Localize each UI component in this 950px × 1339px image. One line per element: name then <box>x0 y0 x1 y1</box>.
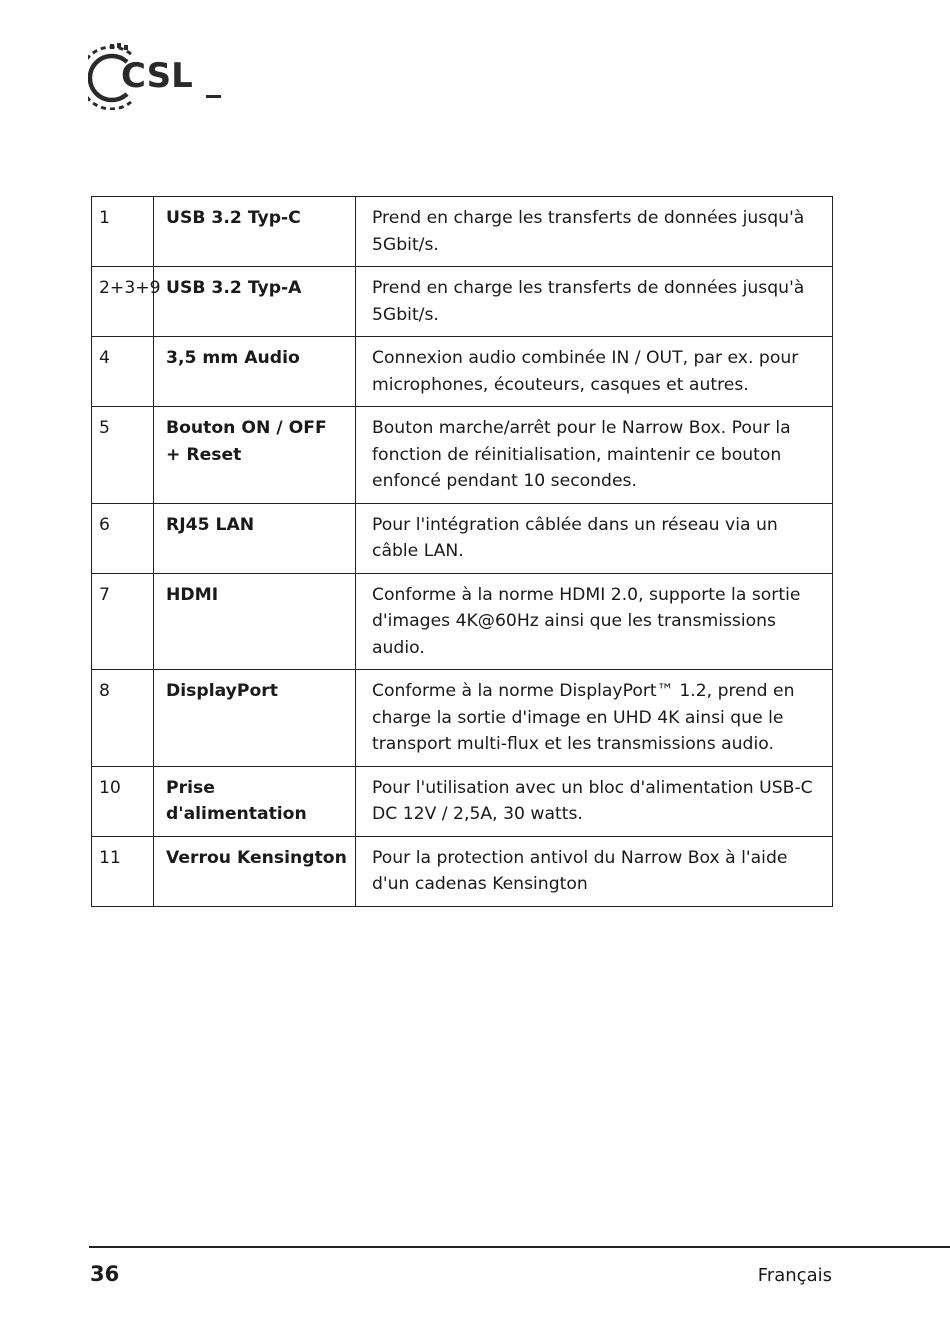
port-name: 3,5 mm Audio <box>154 337 356 407</box>
page-number: 36 <box>90 1262 120 1286</box>
port-number: 5 <box>92 407 154 504</box>
table-row <box>92 573 833 670</box>
port-description: Prend en charge les transferts de données jusqu'à 5Gbit/s. <box>356 267 833 337</box>
language-label: Français <box>757 1265 832 1286</box>
port-name: HDMI <box>154 573 356 670</box>
table-row <box>92 337 833 407</box>
table-row <box>92 766 833 836</box>
ports-table <box>91 196 833 907</box>
table-row <box>92 836 833 906</box>
port-description: Pour l'intégration câblée dans un réseau via un câble LAN. <box>356 503 833 573</box>
port-description: Bouton marche/arrêt pour le Narrow Box. Pour la fonction de réinitialisation, maintenir ce bouton enfoncé pendant 10 secondes. <box>356 407 833 504</box>
port-description: Prend en charge les transferts de données jusqu'à 5Gbit/s. <box>356 197 833 267</box>
table-row <box>92 267 833 337</box>
port-name: Prise d'alimentation <box>154 766 356 836</box>
port-description: Conforme à la norme DisplayPort™ 1.2, prend en charge la sortie d'image en UHD 4K ainsi que le transport multi-flux et les transmissions audio. <box>356 670 833 767</box>
port-number: 11 <box>92 836 154 906</box>
port-description: Pour l'utilisation avec un bloc d'alimentation USB-C DC 12V / 2,5A, 30 watts. <box>356 766 833 836</box>
port-name: USB 3.2 Typ-C <box>154 197 356 267</box>
port-name: Verrou Kensington <box>154 836 356 906</box>
port-description: Conforme à la norme HDMI 2.0, supporte la sortie d'images 4K@60Hz ainsi que les transmissions audio. <box>356 573 833 670</box>
table-row <box>92 407 833 504</box>
port-name: USB 3.2 Typ-A <box>154 267 356 337</box>
port-number: 10 <box>92 766 154 836</box>
port-name: DisplayPort <box>154 670 356 767</box>
port-description: Pour la protection antivol du Narrow Box à l'aide d'un cadenas Kensington <box>356 836 833 906</box>
footer-divider <box>89 1246 950 1248</box>
csl-logo <box>88 42 223 110</box>
port-number: 7 <box>92 573 154 670</box>
port-name: Bouton ON / OFF + Reset <box>154 407 356 504</box>
port-number: 1 <box>92 197 154 267</box>
port-name: RJ45 LAN <box>154 503 356 573</box>
port-number: 6 <box>92 503 154 573</box>
port-number: 8 <box>92 670 154 767</box>
port-number: 4 <box>92 337 154 407</box>
svg-text:CSL: CSL <box>121 56 193 96</box>
port-number: 2+3+9 <box>92 267 154 337</box>
table-row <box>92 503 833 573</box>
port-description: Connexion audio combinée IN / OUT, par ex. pour microphones, écouteurs, casques et autres. <box>356 337 833 407</box>
table-row <box>92 670 833 767</box>
table-row <box>92 197 833 267</box>
